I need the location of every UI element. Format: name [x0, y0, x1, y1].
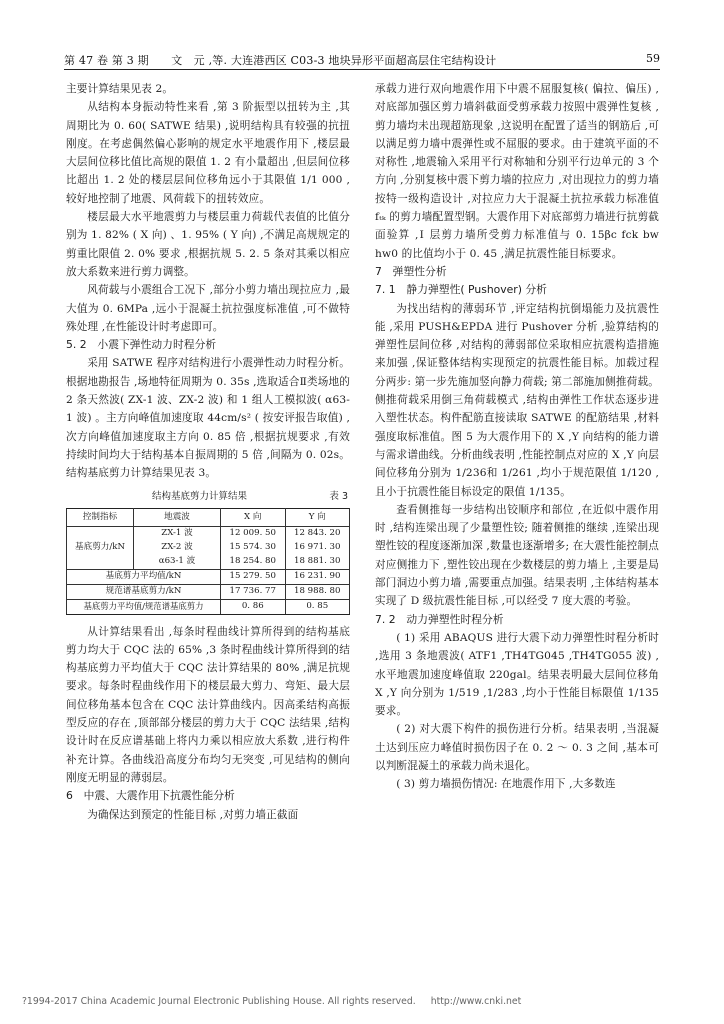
- section-heading-5-2: 5. 2 小震下弹性动力时程分析: [66, 338, 217, 352]
- section-heading-7-1: 7. 1 静力弹塑性( Pushover) 分析: [375, 283, 547, 297]
- table-number: 表 3: [329, 490, 348, 502]
- paragraph: 风荷载与小震组合工况下 ,部分小剪力墙出现拉应力 ,最大值为 0. 6MPa ,远小于混凝土抗拉强度标准值 ,可不做特殊处理 ,在性能设计时考虑即可。: [66, 284, 350, 333]
- table-caption: [66, 489, 350, 505]
- table-header-cell: X 向: [221, 508, 286, 526]
- right-column: [375, 80, 659, 794]
- footer-copyright: ?1994-2017 China Academic Journal Electronic Publishing House. All rights reserved.: [22, 996, 416, 1007]
- y-value-cell: 18 881. 30: [285, 555, 350, 570]
- paragraph: 从结构本身振动特性来看 ,第 3 阶振型以扭转为主 ,其周期比为 0. 60( SATWE 结果) ,说明结构具有较强的抗扭刚度。在考虑偶然偏心影响的规定水平地震作用下 ,楼层最大层间位移比值比高规的限值 1. 2 有小量超出 ,但层间位移比超出 1. 2 处的楼层层间位移角远小于其限值 1/1 000 ,较好地控制了地震、风荷载下的扭转效应。: [66, 101, 350, 205]
- table-header-cell: Y 向: [285, 508, 350, 526]
- table-row: [67, 569, 350, 584]
- y-value-cell: 16 231. 90: [285, 569, 350, 584]
- y-value-cell: 12 843. 20: [285, 526, 350, 541]
- table-row: [67, 584, 350, 599]
- header-title: 第 47 卷 第 3 期 文 元 ,等. 大连港西区 C03-3 地块异形平面超高层住宅结构设计: [64, 54, 497, 67]
- paragraph: 从计算结果看出 ,每条时程曲线计算所得到的结构基底剪力均大于 CQC 法的 65% ,3 条时程曲线计算所得到的结构基底剪力平均值大于 CQC 法计算结果的 80% ,满足抗规要求。每条时程曲线作用下的楼层最大剪力、弯矩、最大层间位移角基本包含在 CQC 法计算曲线内。因高柔结构高振型反应的存在 ,顶部部分楼层的剪力大于 CQC 法结果 ,结构设计时在反应谱基础上将内力乘以相应放大系数 ,进行构件补充计算。各曲线沿高度分布均匀无突变 ,可见结构的侧向刚度无明显的薄弱层。: [66, 625, 350, 784]
- y-value-cell: 0. 85: [285, 599, 350, 614]
- wave-cell: α63-1 波: [134, 555, 221, 570]
- paragraph: 楼层最大水平地震剪力与楼层重力荷载代表值的比值分别为 1. 82% ( X 向) 、1. 95% ( Y 向) ,不满足高规规定的剪重比限值 2. 0% 要求 ,根据抗规 5. 2. 5 条对其乘以相应放大系数来进行剪力调整。: [66, 211, 350, 278]
- table-row: [67, 526, 350, 541]
- summary-label-cell: 规范谱基底剪力/kN: [67, 584, 221, 599]
- table-header-cell: 控制指标: [67, 508, 134, 526]
- header-rule: [64, 69, 660, 70]
- paragraph: 查看侧推每一步结构出铰顺序和部位 ,在近似中震作用时 ,结构连梁出现了少量塑性铰; 随着侧推的继续 ,连梁出现塑性铰的程度逐渐加深 ,数量也逐渐增多; 在大震性能控制点对应侧推力下 ,塑性铰出现在少数楼层的剪力墙上 ,主要是局部门洞边小剪力墙 ,需要重点加强。结果表明 ,主体结构基本实现了 D 级抗震性能目标 ,可以经受 7 度大震的考验。: [375, 503, 659, 608]
- x-value-cell: 12 009. 50: [221, 526, 286, 541]
- paragraph: 主要计算结果见表 2。: [66, 83, 174, 95]
- table-header-cell: 地震波: [134, 508, 221, 526]
- base-shear-table: [66, 508, 350, 615]
- section-heading-7: 7 弹塑性分析: [375, 264, 447, 278]
- x-value-cell: 15 574. 30: [221, 541, 286, 555]
- paragraph: ( 3) 剪力墙损伤情况: 在地震作用下 ,大多数连: [396, 778, 616, 791]
- x-value-cell: 0. 86: [221, 599, 286, 614]
- x-value-cell: 18 254. 80: [221, 555, 286, 570]
- paragraph: 为确保达到预定的性能目标 ,对剪力墙正截面: [87, 808, 299, 821]
- y-value-cell: 16 971. 30: [285, 541, 350, 555]
- paragraph: 采用 SATWE 程序对结构进行小震弹性动力时程分析。根据地勘报告 ,场地特征周期为 0. 35s ,选取适合Ⅱ类场地的 2 条天然波( ZX-1 波、ZX-2 波) 和 1 组人工模拟波( α63-1 波) 。主方向峰值加速度取 44cm/s² ( 按安评报告取值) ,次方向峰值加速度取主方向 0. 85 倍 ,根据抗规要求 ,有效持续时间均大于结构基本自振周期的 5 倍 ,间隔为 0. 02s。结构基底剪力计算结果见表 3。: [66, 357, 350, 480]
- paragraph: ( 1) 采用 ABAQUS 进行大震下动力弹塑性时程分析时 ,选用 3 条地震波( ATF1 ,TH4TG045 ,TH4TG055 波) ,水平地震加速度峰值取 220gal。结果表明最大层间位移角 X ,Y 向分别为 1/519 ,1/283 ,均小于性能目标限值 1/135 要求。: [375, 631, 659, 718]
- paragraph: 为找出结构的薄弱环节 ,评定结构抗倒塌能力及抗震性能 ,采用 PUSH&EPDA 进行 Pushover 分析 ,验算结构的弹塑性层间位移 ,对结构的薄弱部位采取相应抗震构造措施来加强 ,保证整体结构实现预定的抗震性能目标。加载过程分两步: 第一步先施加竖向静力荷载; 第二部施加侧推荷载。侧推荷载采用倒三角荷载模式 ,结构由弹性工作状态逐步进入塑性状态。构件配筋直接读取 SATWE 的配筋结果 ,材料强度取标准值。图 5 为大震作用下的 X ,Y 向结构的能力谱与需求谱曲线。分析曲线表明 ,性能控制点对应的 X ,Y 向层间位移角分别为 1/236和 1/261 ,均小于规范限值 1/120 ,且小于抗震性能目标设定的限值 1/135。: [375, 302, 659, 498]
- page-number: 59: [646, 52, 660, 65]
- y-value-cell: 18 988. 80: [285, 584, 350, 599]
- summary-label-cell: 基底剪力平均值/规范谱基底剪力: [67, 599, 221, 614]
- table-header-row: [67, 508, 350, 526]
- summary-label-cell: 基底剪力平均值/kN: [67, 569, 221, 584]
- paragraph: ( 2) 对大震下构件的损伤进行分析。结果表明 ,当混凝土达到压应力峰值时损伤因子在 0. 2 ～ 0. 3 之间 ,基本可以判断混凝土的承载力尚未退化。: [375, 723, 659, 772]
- wave-cell: ZX-1 波: [134, 526, 221, 541]
- left-column: [66, 80, 350, 824]
- x-value-cell: 15 279. 50: [221, 569, 286, 584]
- table-row: [67, 599, 350, 614]
- section-heading-6: 6 中震、大震作用下抗震性能分析: [66, 789, 235, 803]
- running-header: [64, 50, 660, 70]
- page-footer: [22, 996, 521, 1007]
- footer-url: http://www.cnki.net: [430, 996, 522, 1007]
- wave-cell: ZX-2 波: [134, 541, 221, 555]
- group-label-cell: 基底剪力/kN: [67, 526, 134, 569]
- table-title: 结构基底剪力计算结果: [152, 490, 248, 502]
- x-value-cell: 17 736. 77: [221, 584, 286, 599]
- paragraph: 承载力进行双向地震作用下中震不屈服复核( 偏拉、偏压) ,对底部加强区剪力墙斜截面受剪承载力按照中震弹性复核 ,剪力墙均未出现超筋现象 ,这说明在配置了适当的钢筋后 ,可以满足剪力墙中震弹性或不屈服的要求。由于建筑平面的不对称性 ,地震输入采用平行对称轴和分别平行边单元的 3 个方向 ,分别复核中震下剪力墙的拉应力 ,对出现拉力的剪力墙按特一级构造设计 ,对拉应力大于混凝土抗拉承载力标准值 fₜₖ 的剪力墙配置型钢。大震作用下对底部剪力墙进行抗剪截面验算 ,Ⅰ 层剪力墙所受剪力标准值与 0. 15βc fck bw hw0 的比值均小于 0. 45 ,满足抗震性能目标要求。: [375, 83, 659, 260]
- section-heading-7-2: 7. 2 动力弹塑性时程分析: [375, 612, 504, 626]
